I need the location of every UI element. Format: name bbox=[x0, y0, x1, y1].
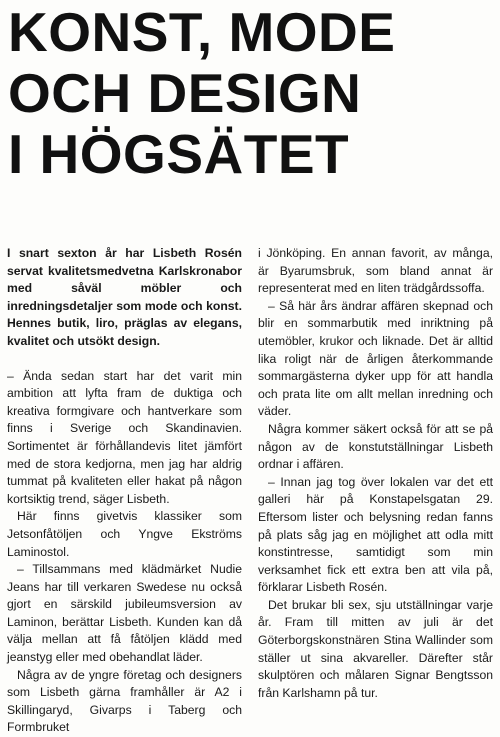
body-paragraph: Några av de yngre företag och designers som Lisbeth gärna framhåller är A2 i Skillingaryd, Givarps i Taberg och Formbruket bbox=[7, 667, 242, 735]
body-paragraph: Några kommer säkert också för att se på någon av de konstutställningar Lisbeth ordnar i affären. bbox=[258, 421, 493, 472]
headline-line-2: OCH DESIGN bbox=[8, 62, 362, 124]
left-column bbox=[7, 245, 242, 737]
body-paragraph: Här finns givetvis klassiker som Jetsonfåtöljen och Yngve Ekströms Laminostol. bbox=[7, 509, 242, 559]
headline-line-1: KONST, MODE bbox=[8, 1, 396, 63]
body-paragraph: Det brukar bli sex, sju utställningar varje år. Fram till mitten av juli är det Göterborgskonstnären Stina Wallinder som ställer ut sina akvareller. Därefter står skulptören och målaren Signar Bengtsson från Karlshamn på tur. bbox=[258, 597, 493, 700]
body-paragraph: – Innan jag tog över lokalen var det ett galleri här på Konstapelsgatan 29. Eftersom lister och belysning redan fanns på plats såg jag en möjlighet att odla mitt konstintresse, samtidigt som min verksamhet fick ett extra ben att vila på, förklarar Lisbeth Rosén. bbox=[258, 474, 493, 595]
body-paragraph: – Tillsammans med klädmärket Nudie Jeans har till verkaren Swedese nu också gjort en särskild jubileumsversion av Laminon, berättar Lisbeth. Kunden kan då välja mellan att få fåtöljen klädd med jeanstyg eller med obehandlat läder. bbox=[7, 562, 242, 665]
right-column bbox=[258, 245, 493, 702]
body-paragraph: – Så här års ändrar affären skepnad och blir en sommarbutik med inriktning på utemöbler, krukor och liknade. Det är alltid lika roligt när de årligen återkommande sommargästerna dyker upp för att handla och prata lite om allt mellan inredning och väder. bbox=[258, 298, 493, 419]
lead-paragraph: I snart sexton år har Lisbeth Rosén servat kvalitetsmedvetna Karlskronabor med såväl möbler och inredningsdetaljer som mode och konst. Hennes butik, liro, präglas av elegans, kvalitet och utsökt design. bbox=[7, 246, 242, 348]
article-body bbox=[0, 245, 500, 735]
body-paragraph: – Ända sedan start har det varit min ambition att lyfta fram de duktiga och kreativa formgivare och hantverkare som finns i Sverige och Skandinavien. Sortimentet är förhållandevis litet jämfört med de stora kedjorna, men jag har aldrig tummat på kvaliteten eller hakat på någon kortsiktig trend, säger Lisbeth. bbox=[7, 368, 242, 506]
headline bbox=[8, 2, 498, 185]
headline-line-3: I HÖGSÄTET bbox=[8, 123, 350, 185]
body-paragraph-continuation: i Jönköping. En annan favorit, av många, är Byarumsbruk, som bland annat är representerat med en liten trädgårdssoffa. bbox=[258, 246, 493, 296]
